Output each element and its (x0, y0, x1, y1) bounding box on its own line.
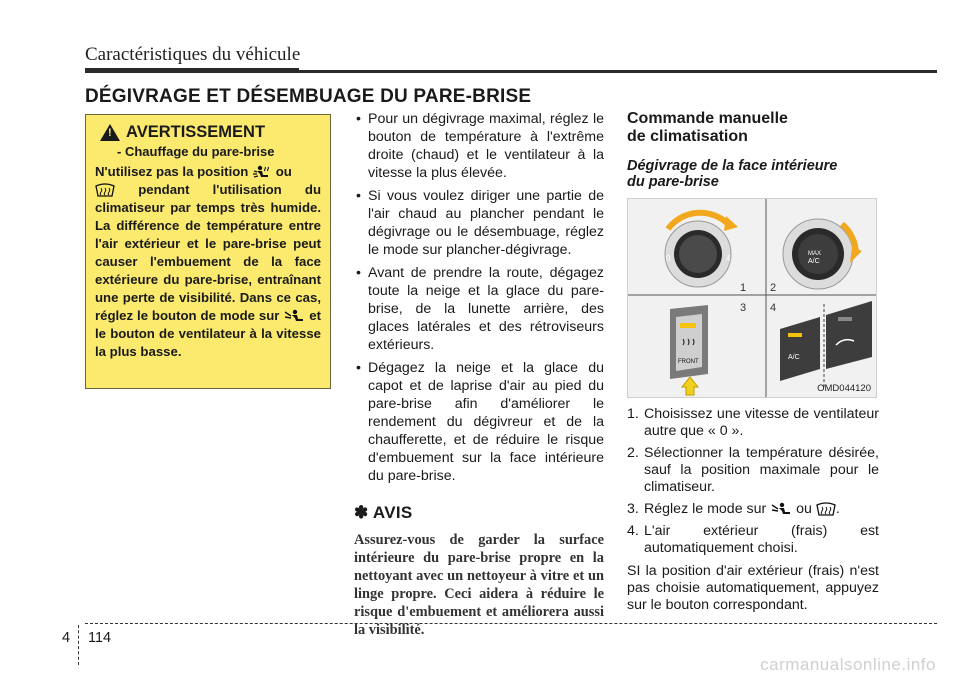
step-item (627, 523, 879, 557)
notice-title: ✽ AVIS (354, 503, 413, 522)
step-text: . (835, 501, 840, 517)
step-text: ou (796, 501, 812, 517)
right-column (627, 110, 879, 614)
panel-label: 3 (740, 302, 747, 314)
warning-text (95, 163, 321, 361)
windshield-defrost-icon (95, 183, 115, 198)
bullet-list (354, 110, 604, 485)
chapter-title: Caractéristiques du véhicule (85, 44, 301, 65)
warning-triangle-icon (100, 124, 120, 141)
manual-control-title-line: de climatisation (627, 128, 748, 145)
defrost-subtitle-line: Dégivrage de la face intérieure (627, 158, 838, 174)
knob-ac-label: A/C (808, 258, 820, 265)
step-text: L'air extérieur (frais) est automatiquement choisi. (644, 523, 879, 556)
defrost-subtitle (627, 158, 879, 190)
middle-column (354, 110, 604, 639)
panel-label: 4 (770, 302, 777, 314)
knob-mark-four: 4 (726, 254, 731, 263)
step-number: 3. (627, 501, 639, 517)
final-paragraph: SI la position d'air extérieur (frais) n'est pas choisie automatiquement, appuyez sur le bouton correspondant. (627, 563, 879, 613)
page-chapter: 4 (62, 630, 71, 646)
panel-label: 1 (740, 282, 747, 294)
manual-control-title-line: Commande manuelle (627, 110, 788, 127)
page-separator (78, 625, 79, 665)
warning-text-part: pendant l'utilisation du climatiseur par temps très humide. La différence de température entre l'air extérieur et le pare-brise peut causer l'embuement de la face extérieure du pare-brise, entraînant une perte de visibilité. Dans ce cas, réglez le bouton de mode sur (95, 182, 322, 323)
bullet-item: • Dégagez la neige et la glace du capot et de laprise d'air au pied du pare-brise afin d'améliorer le rendement du dégivreur et de la chaufferette, et de réduire le risque d'embuement sur la face intérieure du pare-brise. (354, 359, 604, 485)
front-defrost-button (670, 305, 708, 379)
ac-label: A/C (788, 354, 800, 361)
step-item (627, 406, 879, 440)
climate-control-figure (627, 198, 877, 398)
step-text: Sélectionner la température désirée, sauf la position maximale pour le climatiseur. (644, 445, 879, 495)
knob-mark-zero: 0 (666, 254, 671, 263)
bullet-item: • Pour un dégivrage maximal, réglez le bouton de température à l'extrême droite (chaud) et le ventilateur à la vitesse la plus élevée. (354, 110, 604, 182)
step-item (627, 445, 879, 496)
climate-control-illustration (628, 199, 877, 398)
watermark: carmanualsonline.info (760, 655, 936, 674)
section-heading: DÉGIVRAGE ET DÉSEMBUAGE DU PARE-BRISE (85, 86, 532, 107)
warning-title: AVERTISSEMENT (126, 123, 266, 141)
step-number: 4. (627, 523, 639, 539)
windshield-defrost-icon (816, 502, 836, 517)
figure-code: OMD044120 (817, 383, 871, 394)
step-item (627, 501, 879, 518)
defrost-mode-icon (770, 502, 792, 517)
front-label: FRONT (678, 359, 699, 365)
warning-header (100, 123, 321, 142)
panel-label: 2 (770, 282, 777, 294)
warning-text-part: et le bouton de ventilateur à la vitesse la plus basse. (95, 308, 321, 359)
step-number: 1. (627, 406, 639, 422)
defrost-mode-icon (283, 309, 305, 324)
bullet-item: • Avant de prendre la route, dégagez toute la neige et la glace du pare-brise, de la lunette arrière, des glaces latérales et des rétroviseurs extérieurs. (354, 264, 604, 354)
warning-box (85, 114, 331, 389)
bullet-item: • Si vous voulez diriger une partie de l'air chaud au plancher pendant le dégivrage ou le désembuage, réglez le mode sur plancher-dégivrage. (354, 187, 604, 259)
manual-control-title (627, 110, 879, 146)
footer-divider (85, 623, 937, 624)
chapter-underline (85, 70, 937, 73)
warning-text-part: N'utilisez pas la position (95, 164, 249, 179)
notice-text: Assurez-vous de garder la surface intérieure du pare-brise propre en la nettoyant avec un nettoyeur à vitre et un linge propre. Ceci aidera à réduire le risque d'embuement et améliorera aussi la visibilité. (354, 532, 604, 638)
defrost-subtitle-line: du pare-brise (627, 174, 719, 190)
step-text: Choisissez une vitesse de ventilateur autre que « 0 ». (644, 406, 879, 439)
warning-subtitle: - Chauffage du pare-brise (117, 144, 275, 159)
step-text: Réglez le mode sur (644, 501, 767, 517)
floor-defrost-mode-icon (252, 165, 272, 180)
steps-list (627, 406, 879, 557)
warning-text-part: ou (275, 164, 292, 179)
step-number: 2. (627, 445, 639, 461)
knob-max-label: MAX (808, 251, 822, 257)
page-number: 114 (88, 630, 112, 646)
